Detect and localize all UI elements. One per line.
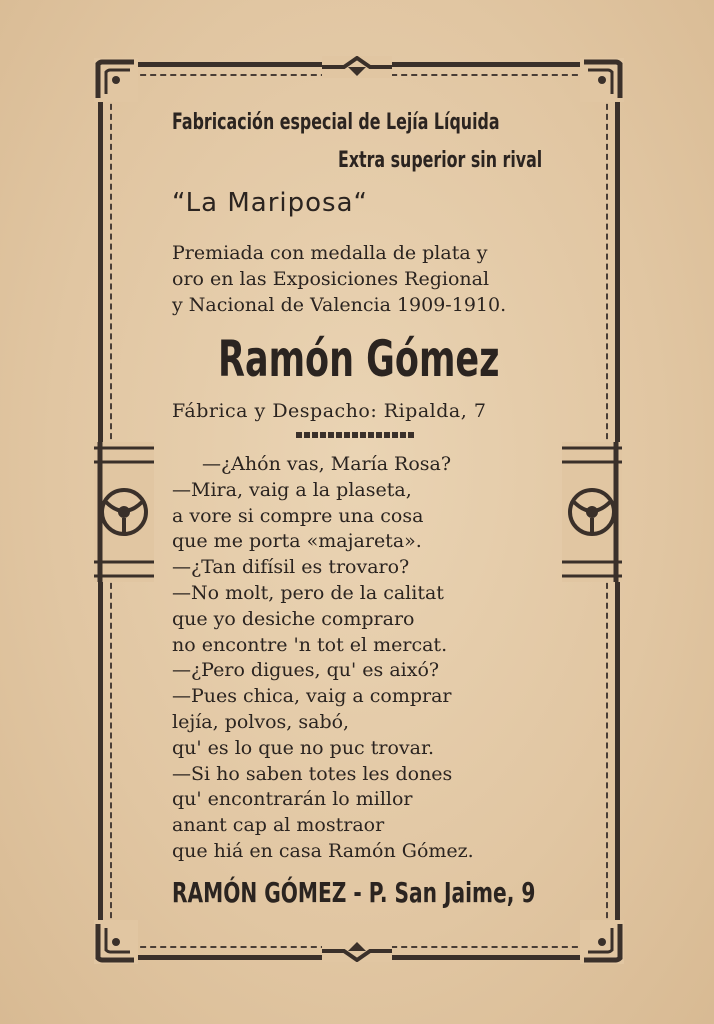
- verse-line: —¿Tan difísil es trovaro?: [172, 556, 410, 579]
- verse-line: qu' encontrarán lo millor: [172, 788, 413, 811]
- verse-line: —Si ho saben totes les dones: [172, 762, 453, 785]
- company-name: Ramón Gómez: [218, 330, 500, 388]
- verse-line: —¿Ahón vas, María Rosa?: [202, 453, 452, 475]
- corner-ornament-top-left: [94, 58, 138, 102]
- verse-line: que hiá en casa Ramón Gómez.: [172, 839, 474, 862]
- header-line-1: Fabricación especial de Lejía Líquida: [172, 110, 500, 135]
- verse-block: [172, 452, 474, 865]
- premiada-line-3: y Nacional de Valencia 1909-1910.: [172, 294, 507, 316]
- brand-name: “La Mariposa“: [172, 188, 368, 218]
- corner-ornament-bottom-left: [94, 920, 138, 964]
- right-side-ornament: [562, 442, 622, 582]
- verse-line: —No molt, pero de la calitat: [172, 581, 444, 604]
- premiada-line-1: Premiada con medalla de plata y: [172, 242, 488, 264]
- header-line-2: Extra superior sin rival: [338, 148, 543, 173]
- verse-line: a vore si compre una cosa: [172, 504, 424, 527]
- verse-line: —Pues chica, vaig a comprar: [172, 685, 452, 708]
- corner-ornament-bottom-right: [580, 920, 624, 964]
- verse-line: —Mira, vaig a la plaseta,: [172, 478, 412, 501]
- verse-line: —¿Pero digues, qu' es aixó?: [172, 659, 440, 682]
- verse-line: que me porta «majareta».: [172, 530, 422, 553]
- footer-address: RAMÓN GÓMEZ - P. San Jaime, 9: [172, 876, 536, 909]
- bottom-fleuron-ornament: [322, 940, 392, 962]
- left-side-ornament: [94, 442, 154, 582]
- corner-ornament-top-right: [580, 58, 624, 102]
- verse-line: que yo desiche compraro: [172, 607, 415, 630]
- verse-line: no encontre 'n tot el mercat.: [172, 633, 448, 656]
- verse-line: anant cap al mostraor: [172, 814, 385, 837]
- top-fleuron-ornament: [322, 56, 392, 78]
- verse-line: qu' es lo que no puc trovar.: [172, 736, 434, 759]
- company-address: Fábrica y Despacho: Ripalda, 7: [172, 400, 487, 422]
- divider-rule: [296, 432, 416, 438]
- premiada-line-2: oro en las Exposiciones Regional: [172, 268, 490, 290]
- verse-line: lejía, polvos, sabó,: [172, 710, 350, 733]
